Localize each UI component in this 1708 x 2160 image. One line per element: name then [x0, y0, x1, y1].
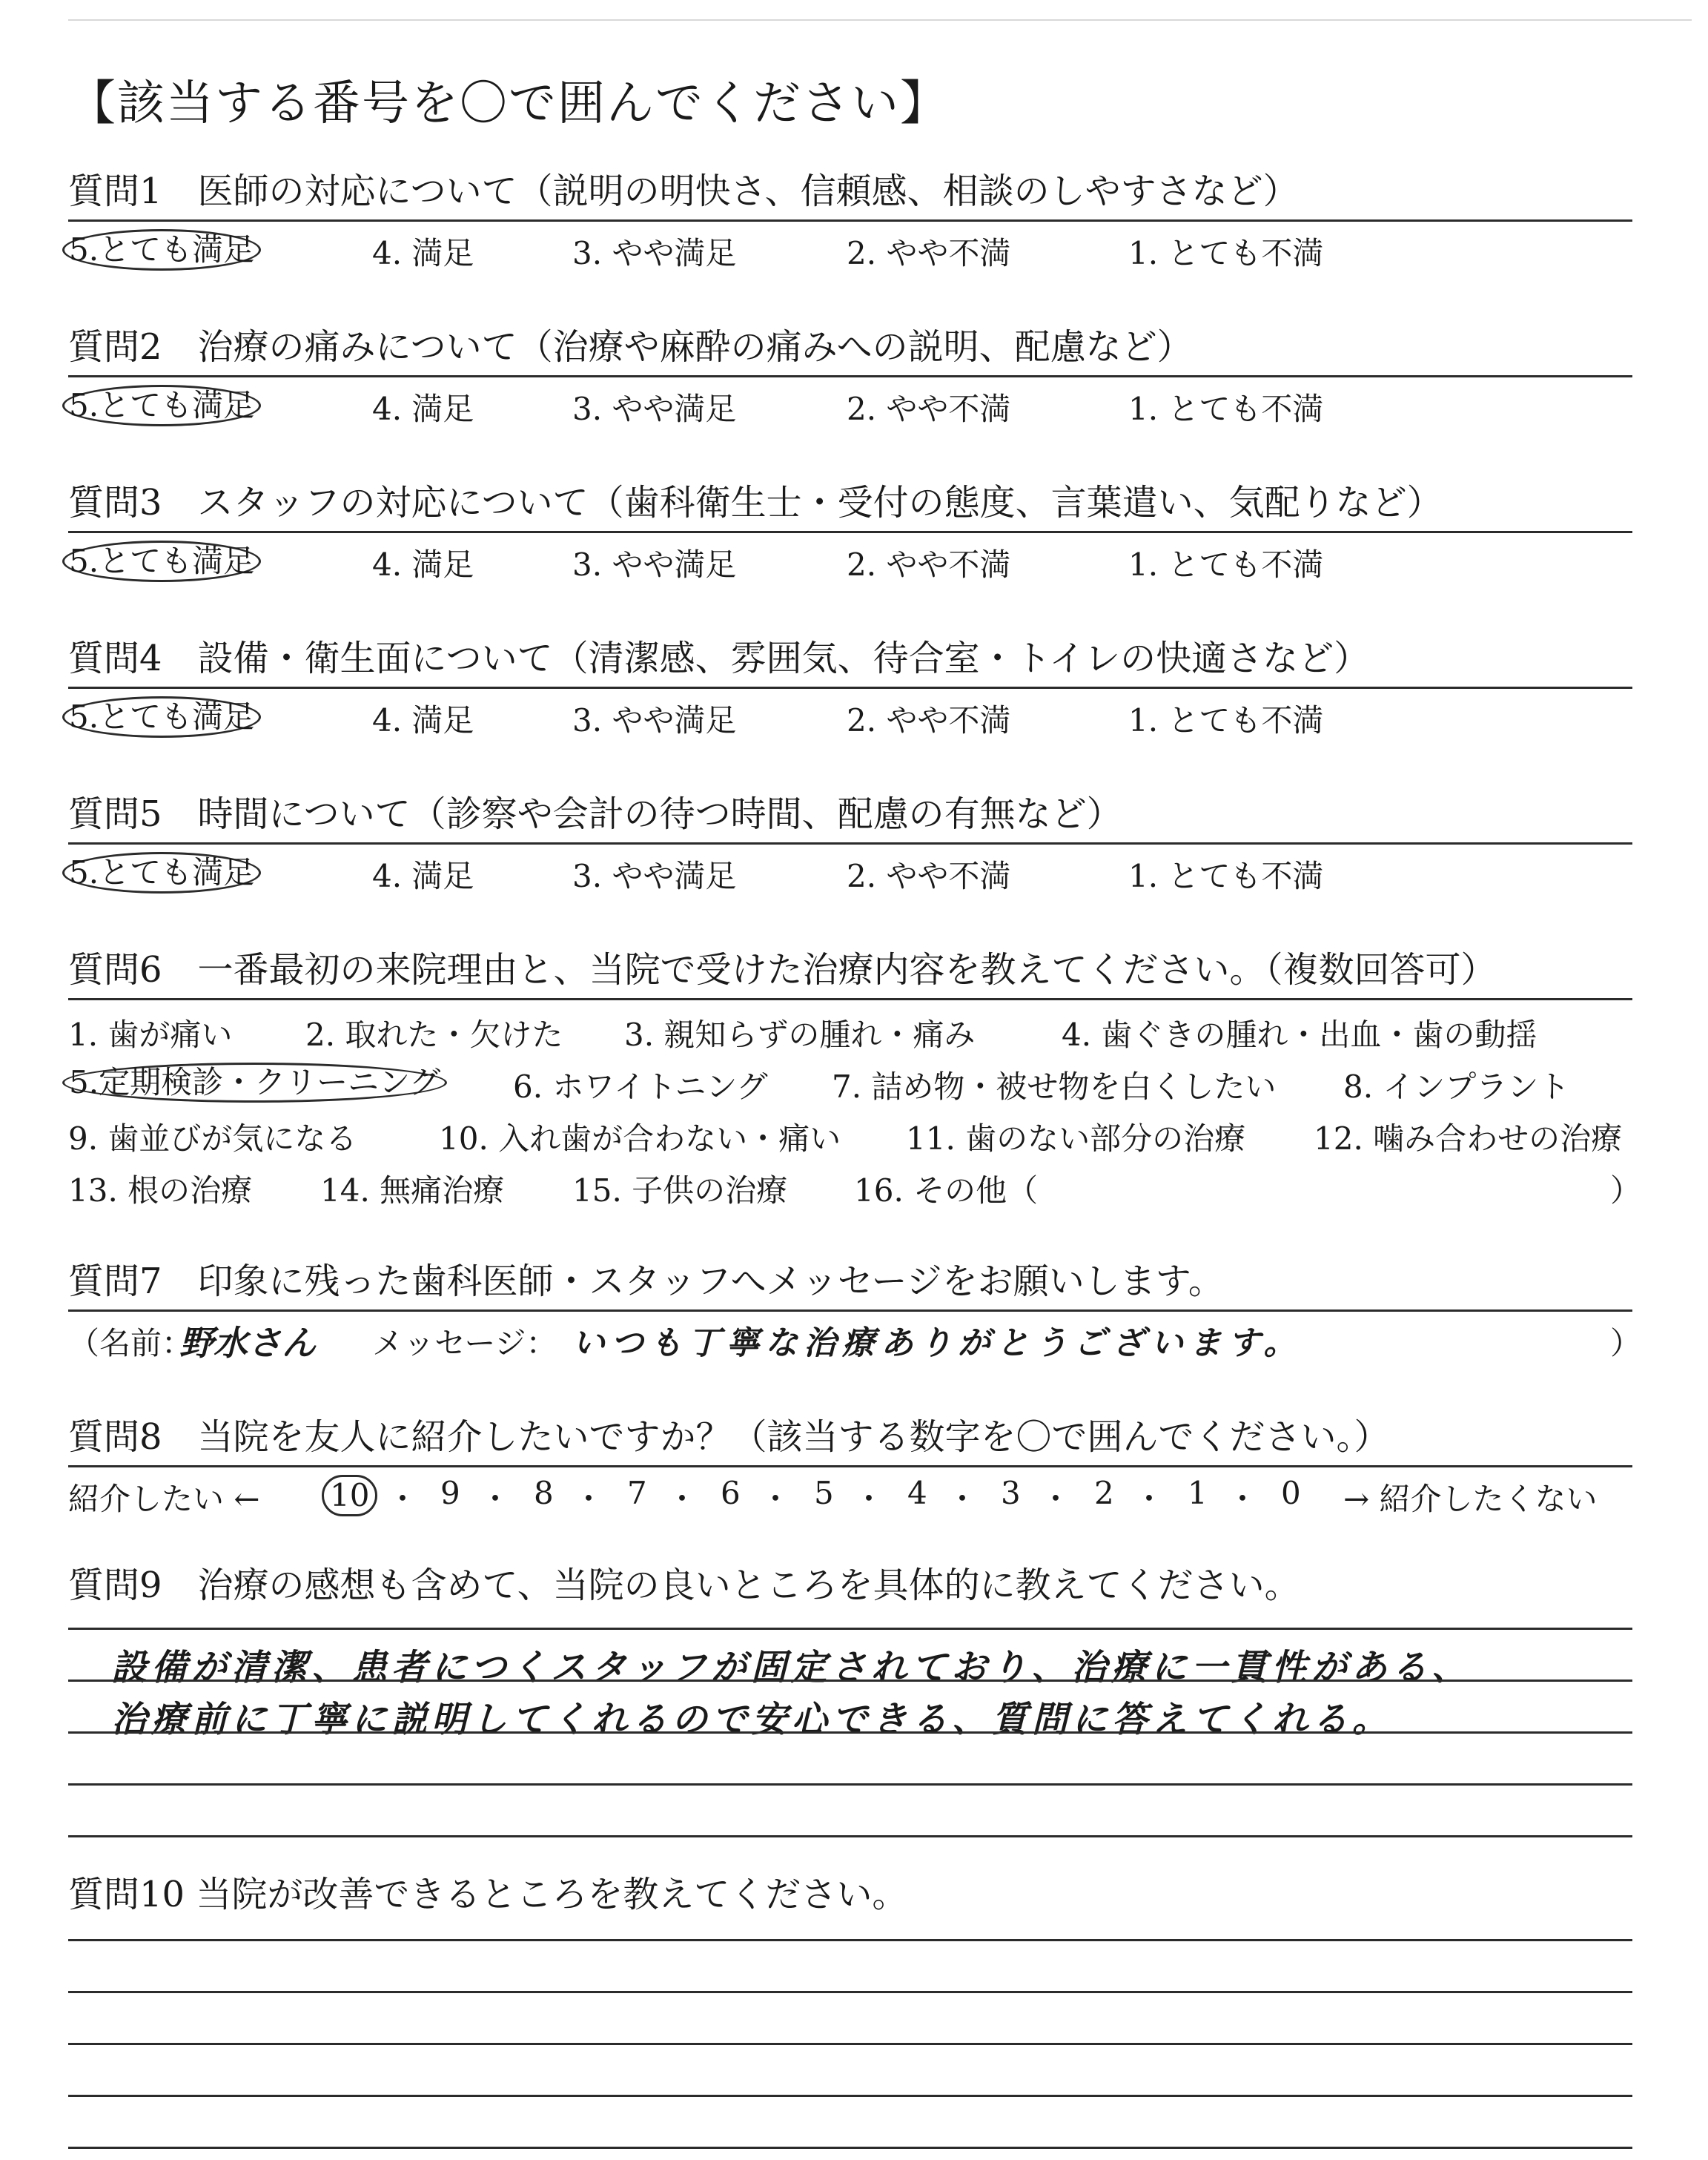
q3-option-1[interactable]: 1. とても不満	[1128, 546, 1324, 583]
q6-option-6[interactable]: 6. ホワイトニング	[513, 1069, 768, 1105]
question-8-title: 質問8 当院を友人に紹介したいですか？（該当する数字を〇で囲んでください。）	[68, 1416, 1390, 1458]
q6-option-11[interactable]: 11. 歯のない部分の治療	[906, 1120, 1246, 1157]
q8-value-6[interactable]: 6	[721, 1475, 741, 1511]
q4-option-4[interactable]: 4. 満足	[372, 702, 474, 739]
question-9	[68, 1563, 1632, 1608]
q8-dot: ・	[853, 1481, 885, 1517]
q6-option-9[interactable]: 9. 歯並びが気になる	[68, 1120, 357, 1157]
q1-option-2[interactable]: 2. やや不満	[847, 235, 1011, 271]
q8-selected-circle: 10	[322, 1475, 377, 1516]
q8-dot: ・	[1133, 1481, 1165, 1517]
q6-close-paren: ）	[1610, 1172, 1642, 1209]
q4-option-2[interactable]: 2. やや不満	[847, 702, 1011, 739]
q8-value-5[interactable]: 5	[814, 1475, 834, 1511]
q8-left-label: 紹介したい ←	[68, 1481, 260, 1517]
q4-option-5[interactable]	[68, 696, 261, 738]
question-2-options	[68, 377, 1632, 427]
q5-option-3[interactable]: 3. やや満足	[572, 858, 737, 894]
q5-option-4[interactable]: 4. 満足	[372, 858, 474, 894]
q6-option-2[interactable]: 2. 取れた・欠けた	[305, 1017, 563, 1053]
q6-option-5[interactable]	[68, 1063, 447, 1103]
q9-answer-line-3	[68, 1731, 1632, 1734]
q6-option-12[interactable]: 12. 噛み合わせの治療	[1314, 1120, 1623, 1157]
q4-selected-circle: 5.とても満足	[62, 696, 261, 738]
q6-selected-circle: 5.定期検診・クリーニング	[62, 1063, 447, 1103]
q3-selected-circle: 5.とても満足	[62, 541, 261, 582]
question-4-options	[68, 689, 1632, 739]
q9-answer-text-2[interactable]: 治療前に丁寧に説明してくれるので安心できる、質問に答えてくれる。	[111, 1699, 1393, 1740]
q10-answer-line-1[interactable]	[68, 1939, 1632, 1941]
q6-option-16[interactable]: 16. その他（	[854, 1172, 1039, 1209]
question-4	[68, 636, 1632, 739]
q7-message-label: メッセージ：	[372, 1325, 557, 1361]
question-5-title: 質問5 時間について（診察や会計の待つ時間、配慮の有無など）	[68, 793, 1122, 835]
question-3-title: 質問3 スタッフの対応について（歯科衛生士・受付の態度、言葉遣い、気配りなど）	[68, 482, 1443, 524]
question-6-rule	[68, 998, 1632, 1000]
question-1-title: 質問1 医師の対応について（説明の明快さ、信頼感、相談のしやすさなど）	[68, 171, 1299, 212]
question-9-title: 質問9 治療の感想も含めて、当院の良いところを具体的に教えてください。	[68, 1565, 1300, 1606]
q8-value-8[interactable]: 8	[534, 1475, 554, 1511]
q10-answer-line-4[interactable]	[68, 2095, 1632, 2097]
q6-option-13[interactable]: 13. 根の治療	[68, 1172, 253, 1209]
q5-option-5[interactable]	[68, 852, 261, 894]
question-7-title: 質問7 印象に残った歯科医師・スタッフへメッセージをお願いします。	[68, 1261, 1224, 1302]
q4-option-3[interactable]: 3. やや満足	[572, 702, 737, 739]
q6-option-3[interactable]: 3. 親知らずの腫れ・痛み	[624, 1017, 976, 1053]
q9-answer-line-5	[68, 1835, 1632, 1837]
q8-value-2[interactable]: 2	[1094, 1475, 1114, 1511]
question-6-options	[68, 1011, 1642, 1218]
q7-message-value[interactable]: いつも丁寧な治療ありがとうございます。	[572, 1324, 1302, 1362]
q6-option-8[interactable]: 8. インプラント	[1343, 1069, 1570, 1105]
q4-option-1[interactable]: 1. とても不満	[1128, 702, 1324, 739]
q6-option-10[interactable]: 10. 入れ歯が合わない・痛い	[439, 1120, 841, 1157]
q6-option-4[interactable]: 4. 歯ぐきの腫れ・出血・歯の動揺	[1062, 1017, 1537, 1053]
q8-dot: ・	[480, 1481, 512, 1517]
instruction-heading: 【該当する番号を〇で囲んでください】	[68, 76, 949, 131]
question-3	[68, 480, 1632, 583]
q3-option-4[interactable]: 4. 満足	[372, 546, 474, 583]
q8-value-7[interactable]: 7	[627, 1475, 647, 1511]
q3-option-2[interactable]: 2. やや不満	[847, 546, 1011, 583]
q2-selected-circle: 5.とても満足	[62, 385, 261, 426]
q8-dot: ・	[760, 1481, 792, 1517]
q6-option-1[interactable]: 1. 歯が痛い	[68, 1017, 233, 1053]
q5-selected-circle: 5.とても満足	[62, 852, 261, 894]
q10-answer-line-3[interactable]	[68, 2043, 1632, 2045]
q8-value-1[interactable]: 1	[1188, 1475, 1208, 1511]
question-2-title: 質問2 治療の痛みについて（治療や麻酔の痛みへの説明、配慮など）	[68, 326, 1193, 368]
q7-name-value[interactable]: 野水さん	[179, 1323, 316, 1363]
q1-option-4[interactable]: 4. 満足	[372, 235, 474, 271]
q8-dot: ・	[666, 1481, 698, 1517]
question-2	[68, 325, 1632, 427]
q8-dot: ・	[387, 1481, 419, 1517]
q1-selected-circle: 5.とても満足	[62, 229, 261, 271]
q8-dot: ・	[573, 1481, 605, 1517]
q3-option-3[interactable]: 3. やや満足	[572, 546, 737, 583]
question-8-scale	[68, 1467, 1632, 1517]
q1-option-3[interactable]: 3. やや満足	[572, 235, 737, 271]
question-6	[68, 948, 1642, 1218]
q9-answer-line-4	[68, 1783, 1632, 1786]
q10-answer-line-5[interactable]	[68, 2147, 1632, 2149]
q8-value-4[interactable]: 4	[907, 1475, 927, 1511]
q8-value-9[interactable]: 9	[440, 1475, 460, 1511]
q8-value-3[interactable]: 3	[1001, 1475, 1021, 1511]
q1-option-1[interactable]: 1. とても不満	[1128, 235, 1324, 271]
q7-close-paren: ）	[1610, 1325, 1642, 1361]
q6-option-14[interactable]: 14. 無痛治療	[320, 1172, 505, 1209]
question-1-options	[68, 222, 1632, 271]
q10-answer-line-2[interactable]	[68, 1991, 1632, 1993]
q5-option-1[interactable]: 1. とても不満	[1128, 858, 1324, 894]
q3-option-5[interactable]	[68, 541, 261, 582]
q8-value-10[interactable]	[328, 1475, 377, 1516]
q1-option-5[interactable]	[68, 229, 261, 271]
q6-option-7[interactable]: 7. 詰め物・被せ物を白くしたい	[832, 1069, 1277, 1105]
q2-option-3[interactable]: 3. やや満足	[572, 391, 737, 427]
question-5-options	[68, 845, 1632, 894]
q2-option-5[interactable]	[68, 385, 261, 426]
q2-option-2[interactable]: 2. やや不満	[847, 391, 1011, 427]
question-10	[68, 1872, 1632, 1917]
q9-answer-line-2	[68, 1680, 1632, 1682]
q8-right-label: → 紹介したくない	[1343, 1481, 1598, 1517]
question-1	[68, 169, 1632, 271]
q9-answer-line-1	[68, 1628, 1632, 1630]
question-7	[68, 1259, 1642, 1363]
question-5	[68, 792, 1632, 894]
q8-dot: ・	[1227, 1481, 1259, 1517]
question-7-fields	[68, 1312, 1642, 1363]
q7-name-label: （名前：	[68, 1325, 193, 1361]
q2-option-1[interactable]: 1. とても不満	[1128, 391, 1324, 427]
q8-value-0[interactable]: 0	[1281, 1475, 1301, 1511]
question-8	[68, 1415, 1632, 1517]
question-3-options	[68, 533, 1632, 583]
top-rule	[68, 19, 1692, 21]
question-4-title: 質問4 設備・衛生面について（清潔感、雰囲気、待合室・トイレの快適さなど）	[68, 638, 1370, 679]
question-10-title: 質問10 当院が改善できるところを教えてください。	[68, 1874, 908, 1915]
q8-dot: ・	[947, 1481, 979, 1517]
question-6-title: 質問6 一番最初の来院理由と、当院で受けた治療内容を教えてください。（複数回答可）	[68, 949, 1497, 991]
q8-dot: ・	[1040, 1481, 1072, 1517]
q6-option-15[interactable]: 15. 子供の治療	[572, 1172, 788, 1209]
q5-option-2[interactable]: 2. やや不満	[847, 858, 1011, 894]
q9-answer-text-1[interactable]: 設備が清潔、患者につくスタッフが固定されており、治療に一貫性がある、	[111, 1647, 1472, 1688]
q2-option-4[interactable]: 4. 満足	[372, 391, 474, 427]
